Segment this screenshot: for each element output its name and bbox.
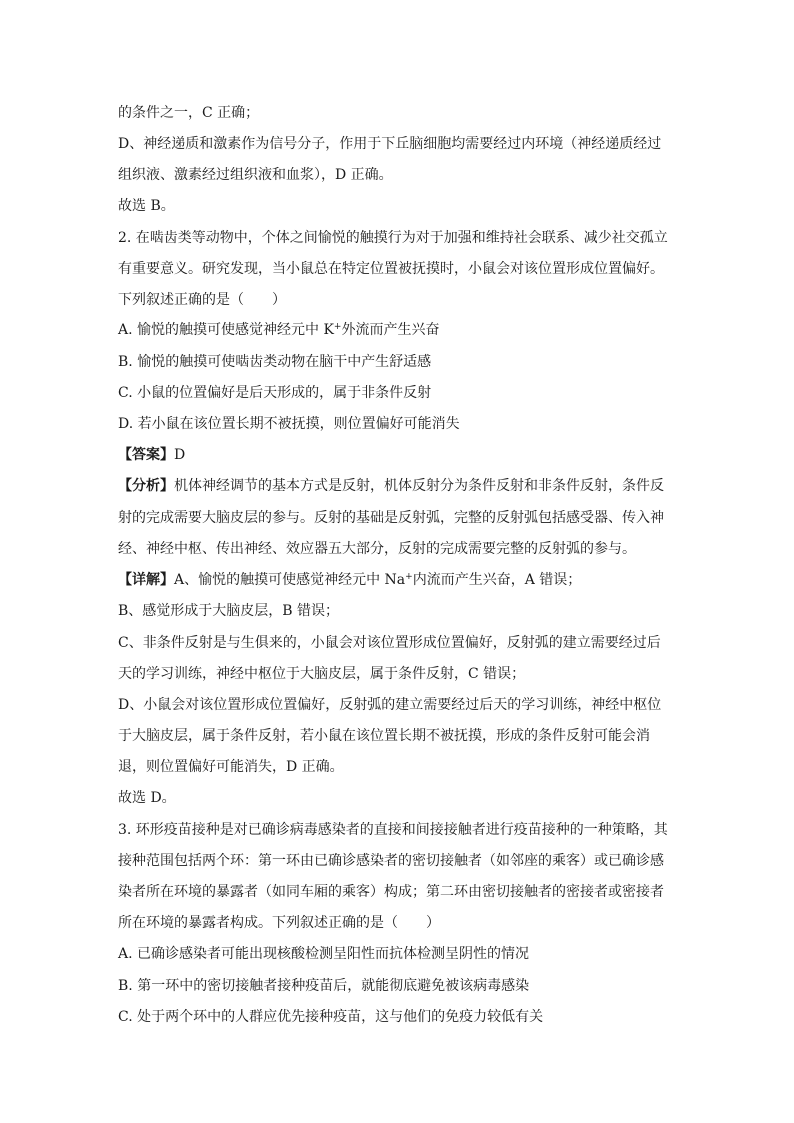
question-2-option-b: B. 愉悦的触摸可使啮齿类动物在脑干中产生舒适感 [118, 354, 432, 370]
question-2-option-d: D. 若小鼠在该位置长期不被抚摸，则位置偏好可能消失 [118, 416, 460, 432]
question-2-stem: 2. 在啮齿类等动物中，个体之间愉悦的触摸行为对于加强和维持社会联系、减少社交孤立 [118, 230, 668, 246]
explanation-line: 于大脑皮层，属于条件反射，若小鼠在该位置长期不被抚摸，形成的条件反射可能会消 [118, 728, 650, 744]
question-3-option-a: A. 已确诊感染者可能出现核酸检测呈阳性而抗体检测呈阴性的情况 [118, 946, 530, 962]
question-2-option-c: C. 小鼠的位置偏好是后天形成的，属于非条件反射 [118, 385, 432, 401]
answer-line [118, 445, 678, 465]
question-3-option-b: B. 第一环中的密切接触者接种疫苗后，就能彻底避免被该病毒感染 [118, 978, 530, 994]
superscript: + [405, 572, 413, 582]
question-3-option-c: C. 处于两个环中的人群应优先接种疫苗，这与他们的免疫力较低有关 [118, 1009, 544, 1025]
question-3-stem: 所在环境的暴露者构成。下列叙述正确的是（ ） [118, 915, 440, 931]
explanation-text: A、愉悦的触摸可使感觉神经元中 Na [174, 572, 406, 588]
answer-text: D [174, 447, 186, 463]
explanation-line: C、非条件反射是与生俱来的，小鼠会对该位置形成位置偏好，反射弧的建立需要经过后 [118, 635, 661, 651]
explanation-line [118, 570, 678, 590]
question-3-stem: 接种范围包括两个环：第一环由已确诊感染者的密切接触者（如邻座的乘客）或已确诊感 [118, 853, 664, 869]
text-line: 故选 B。 [118, 198, 175, 214]
explanation-line: D、小鼠会对该位置形成位置偏好，反射弧的建立需要经过后天的学习训练，神经中枢位 [118, 697, 662, 713]
analysis-tag: 【分析】 [118, 478, 174, 494]
explanation-line: 退，则位置偏好可能消失，D 正确。 [118, 759, 344, 775]
option-text: 外流而产生兴奋 [341, 322, 440, 338]
explanation-line: B、感觉形成于大脑皮层，B 错误； [118, 603, 340, 619]
explanation-tag: 【详解】 [118, 572, 174, 588]
superscript: + [333, 322, 342, 332]
text-line: 的条件之一，C 正确； [118, 105, 260, 121]
text-line: 组织液、激素经过组织液和血浆），D 正确。 [118, 167, 393, 183]
analysis-line [118, 476, 678, 496]
question-2-stem: 有重要意义。研究发现，当小鼠总在特定位置被抚摸时，小鼠会对该位置形成位置偏好。 [118, 261, 664, 277]
conclusion-line: 故选 D。 [118, 790, 176, 806]
question-3-stem: 染者所在环境的暴露者（如同车厢的乘客）构成；第二环由密切接触者的密接者或密接者 [118, 884, 664, 900]
option-text: A. 愉悦的触摸可使感觉神经元中 K [118, 322, 334, 338]
analysis-line: 经、神经中枢、传出神经、效应器五大部分，反射的完成需要完整的反射弧的参与。 [118, 541, 636, 557]
text-line: D、神经递质和激素作为信号分子，作用于下丘脑细胞均需要经过内环境（神经递质经过 [118, 136, 662, 152]
question-2-stem: 下列叙述正确的是（ ） [118, 292, 286, 308]
question-2-option-a [118, 320, 678, 340]
explanation-text: 内流而产生兴奋，A 错误； [412, 572, 582, 588]
analysis-text: 机体神经调节的基本方式是反射，机体反射分为条件反射和非条件反射，条件反 [174, 478, 664, 494]
explanation-line: 天的学习训练，神经中枢位于大脑皮层，属于条件反射，C 错误； [118, 666, 526, 682]
analysis-line: 射的完成需要大脑皮层的参与。反射的基础是反射弧，完整的反射弧包括感受器、传入神 [118, 510, 664, 526]
answer-tag: 【答案】 [118, 447, 174, 463]
question-3-stem: 3. 环形疫苗接种是对已确诊病毒感染者的直接和间接接触者进行疫苗接种的一种策略，其 [118, 822, 668, 838]
